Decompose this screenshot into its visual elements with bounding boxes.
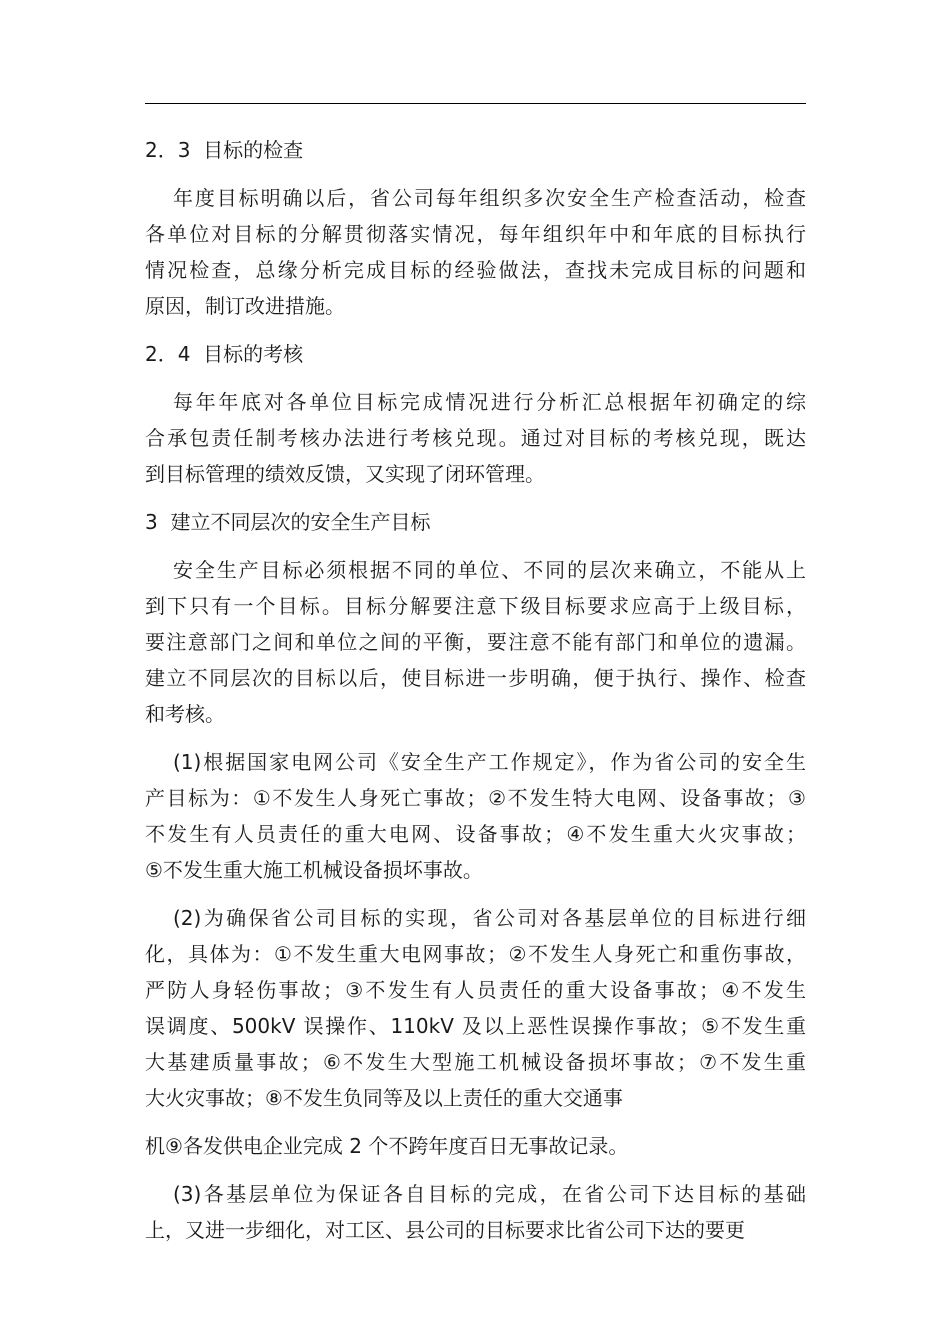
paragraph-line: 和考核。 [145, 702, 225, 726]
paragraph [145, 552, 806, 732]
paragraph [145, 1128, 806, 1164]
paragraph-line: (2)为确保省公司目标的实现，省公司对各基层单位的目标进行细 [173, 906, 806, 930]
paragraph-line: 产目标为：①不发生人身死亡事故；②不发生特大电网、设备事故；③ [145, 786, 806, 810]
paragraph-line: 到目标管理的绩效反馈，又实现了闭环管理。 [145, 462, 545, 486]
paragraph [145, 900, 806, 1116]
paragraph-line: 误调度、500kV 误操作、110kV 及以上恶性误操作事故；⑤不发生重 [145, 1014, 806, 1038]
section-heading: 3 建立不同层次的安全生产目标 [145, 510, 431, 534]
section-heading: 2．3 目标的检查 [145, 138, 304, 162]
paragraph-line: 建立不同层次的目标以后，使目标进一步明确，便于执行、操作、检查 [145, 666, 806, 690]
paragraph-line: 每年年底对各单位目标完成情况进行分析汇总根据年初确定的综 [173, 390, 806, 414]
paragraph-line: 原因，制订改进措施。 [145, 294, 345, 318]
paragraph-line: 严防人身轻伤事故；③不发生有人员责任的重大设备事故；④不发生 [145, 978, 806, 1002]
paragraph-line: 上，又进一步细化，对工区、县公司的目标要求比省公司下达的要更 [145, 1218, 745, 1242]
paragraph [145, 1176, 806, 1248]
paragraph-line: 情况检查，总缘分析完成目标的经验做法，查找未完成目标的问题和 [145, 258, 806, 282]
paragraph-line: 各单位对目标的分解贯彻落实情况，每年组织年中和年底的目标执行 [145, 222, 806, 246]
paragraph-line: 合承包责任制考核办法进行考核兑现。通过对目标的考核兑现，既达 [145, 426, 806, 450]
paragraph-line: 大基建质量事故；⑥不发生大型施工机械设备损坏事故；⑦不发生重 [145, 1050, 806, 1074]
section-heading: 2．4 目标的考核 [145, 342, 304, 366]
paragraph [145, 744, 806, 888]
paragraph-line: 机⑨各发供电企业完成 2 个不跨年度百日无事故记录。 [145, 1134, 629, 1158]
paragraph-line: 到下只有一个目标。目标分解要注意下级目标要求应高于上级目标， [145, 594, 806, 618]
paragraph [145, 180, 806, 324]
paragraph [145, 384, 806, 492]
header-rule [145, 103, 806, 104]
paragraph-line: 年度目标明确以后，省公司每年组织多次安全生产检查活动，检查 [173, 186, 806, 210]
document-body [145, 132, 806, 1260]
paragraph-line: 化，具体为：①不发生重大电网事故；②不发生人身死亡和重伤事故， [145, 942, 806, 966]
paragraph-line: 大火灾事故；⑧不发生负同等及以上责任的重大交通事 [145, 1086, 623, 1110]
paragraph-line: 不发生有人员责任的重大电网、设备事故；④不发生重大火灾事故； [145, 822, 806, 846]
paragraph-line: 安全生产目标必须根据不同的单位、不同的层次来确立，不能从上 [173, 558, 806, 582]
paragraph-line: 要注意部门之间和单位之间的平衡，要注意不能有部门和单位的遗漏。 [145, 630, 806, 654]
paragraph-line: (3)各基层单位为保证各自目标的完成，在省公司下达目标的基础 [173, 1182, 806, 1206]
paragraph-line: (1)根据国家电网公司《安全生产工作规定》，作为省公司的安全生 [173, 750, 806, 774]
paragraph-line: ⑤不发生重大施工机械设备损坏事故。 [145, 858, 483, 882]
